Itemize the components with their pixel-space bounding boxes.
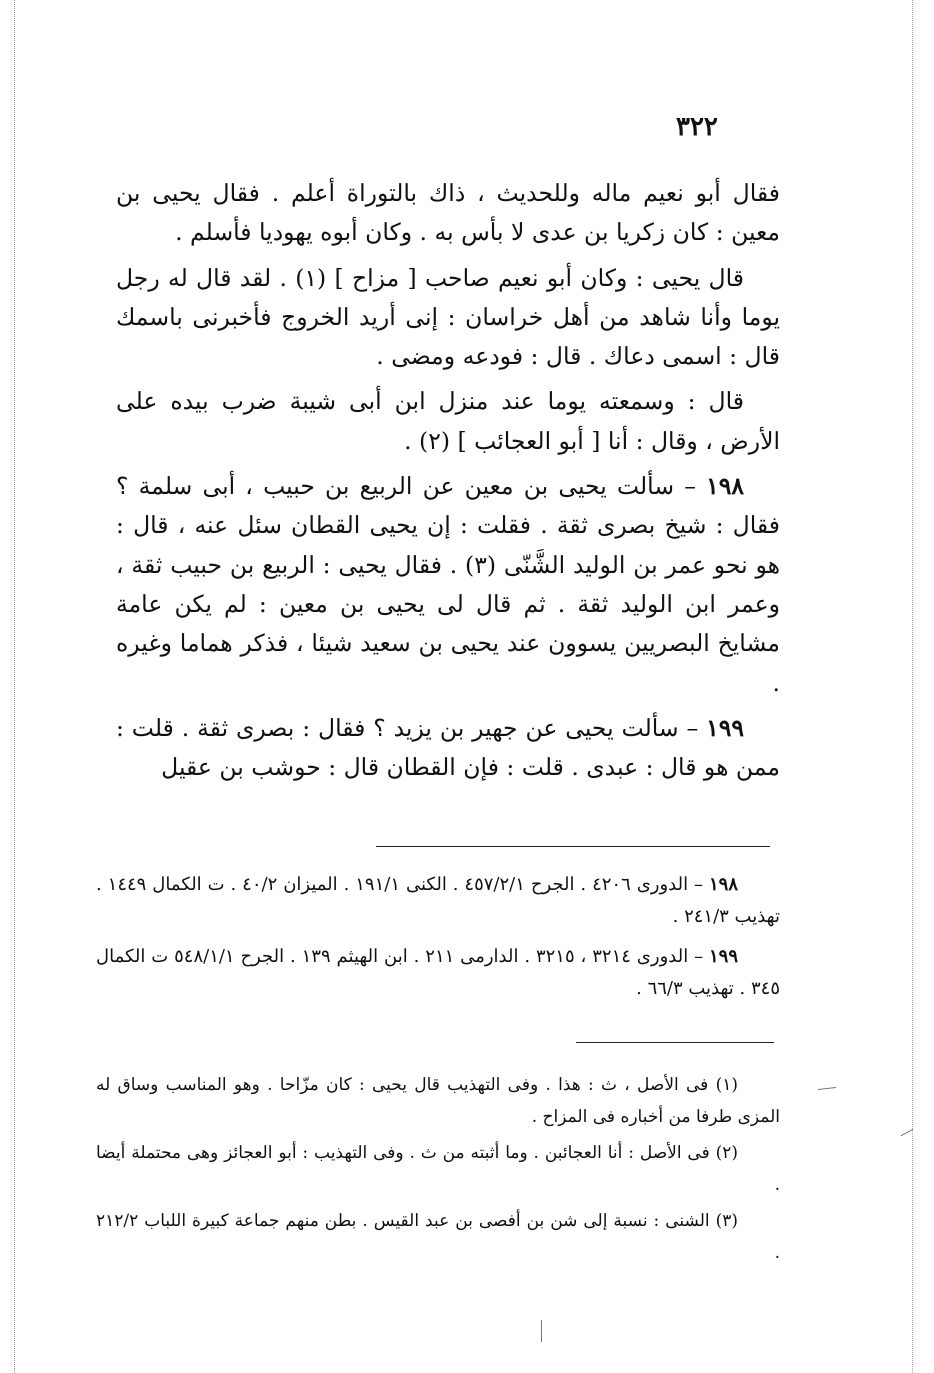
paragraph-1: فقال أبو نعيم ماله وللحديث ، ذاك بالتوراة أعلم . فقال يحيى بن معين : كان زكريا بن عدى لا بأس به . وكان أبوه يهوديا فأسلم . [116, 179, 780, 247]
footnote-3: (٣) الشنى : نسبة إلى شن بن أفصى بن عبد القيس . بطن منهم جماعة كبيرة اللباب ٢١٢/٢ . [96, 1211, 780, 1263]
source-198-number: ١٩٨ [709, 874, 739, 895]
source-198-text: – الدورى ٤٢٠٦ . الجرح ٤٥٧/٢/١ . الكنى ١٩١/١ . الميزان ٤٠/٢ . ت الكمال ١٤٤٩ . تهذيب ٢٤١/٣ . [96, 874, 780, 927]
source-199 [96, 941, 780, 1005]
paragraph-2: قال يحيى : وكان أبو نعيم صاحب [ مزاح ] (١) . لقد قال له رجل يوما وأنا شاهد من أهل خراسان : إنى أريد الخروج فأخبرنى باسمك قال : اسمى دعاك . قال : فودعه ومضى . [116, 263, 780, 371]
scan-edge-left [14, 0, 15, 1373]
entry-199-text: – سألت يحيى عن جهير بن يزيد ؟ فقال : بصرى ثقة . قلت : ممن هو قال : عبدى . قلت : فإن القطان قال : حوشب بن عقيل [116, 713, 780, 782]
source-199-text: – الدورى ٣٢١٤ ، ٣٢١٥ . الدارمى ٢١١ . ابن الهيثم ١٣٩ . الجرح ٥٤٨/١/١ ت الكمال ٣٤٥ . تهذيب ٦٦/٣ . [96, 946, 780, 999]
paragraph-3: قال : وسمعته يوما عند منزل ابن أبى شيبة ضرب بيده على الأرض ، وقال : أنا [ أبو العجائب ] (٢) . [116, 387, 780, 455]
sources-separator [376, 846, 770, 847]
entry-198-text: – سألت يحيى بن معين عن الربيع بن حبيب ، أبى سلمة ؟ فقال : شيخ بصرى ثقة . فقلت : إن يحيى القطان سئل عنه ، قال : هو نحو عمر بن الوليد الشَّنّى (٣) . فقال يحيى : الربيع بن حبيب ثقة ، وعمر ابن الوليد ثقة . ثم قال لى يحيى بن معين : لم يكن عامة مشايخ البصريين يسوون عند يحيى بن سعيد شيئا ، فذكر هماما وغيره . [116, 472, 781, 697]
entry-199-number: ١٩٩ [706, 713, 744, 742]
entry-198 [116, 467, 780, 703]
footnotes [96, 1070, 780, 1274]
footnote-2: (٢) فى الأصل : أنا العجائبن . وما أثبته من ث . وفى التهذيب : أبو العجائز وهى محتملة أيضا . [96, 1143, 780, 1195]
footnote-1: (١) فى الأصل ، ث : هذا . وفى التهذيب قال يحيى : كان مزّاحا . وهو المناسب وساق له المزى طرفا من أخباره فى المزاح . [96, 1075, 780, 1127]
scan-edge-right [912, 0, 913, 1373]
source-199-number: ١٩٩ [708, 946, 738, 967]
source-198 [96, 869, 780, 933]
page-number: ٣٢٢ [676, 112, 718, 142]
entry-198-number: ١٩٨ [706, 472, 744, 501]
margin-mark [818, 1087, 836, 1090]
margin-mark [541, 1320, 542, 1342]
sources [96, 869, 780, 1013]
footnotes-separator [576, 1042, 774, 1043]
entry-199 [116, 709, 780, 788]
main-text [116, 174, 780, 793]
